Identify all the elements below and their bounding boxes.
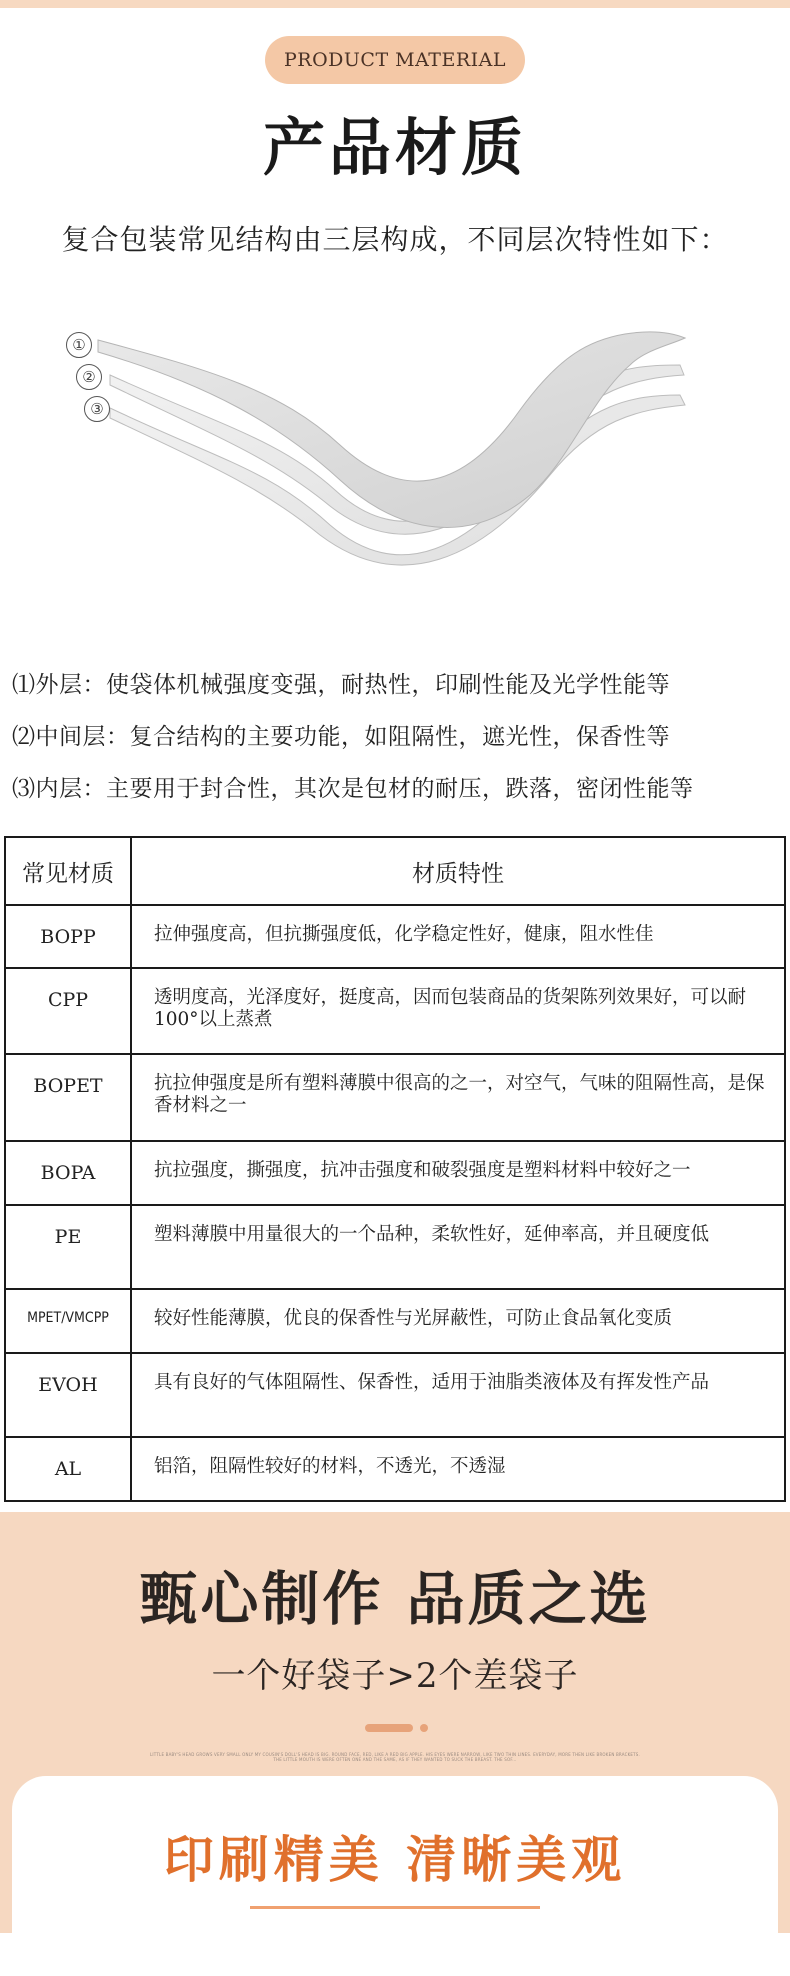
description-inner-layer: ⑶内层：主要用于封合性，其次是包材的耐压，跌落，密闭性能等	[12, 776, 694, 802]
top-strip	[0, 0, 790, 8]
layer-marker-3: ③	[84, 396, 110, 422]
material-property: 抗拉伸强度是所有塑料薄膜中很高的之一，对空气，气味的阻隔性高，是保香材料之一	[131, 1054, 785, 1141]
table-row	[5, 1289, 785, 1353]
title-underline	[250, 1906, 540, 1909]
layered-film-illustration	[70, 320, 720, 640]
product-material-badge: PRODUCT MATERIAL	[265, 36, 525, 84]
print-quality-title: 印刷精美 清晰美观	[163, 1831, 627, 1889]
decorative-dot	[420, 1724, 428, 1732]
description-middle-layer: ⑵中间层：复合结构的主要功能，如阻隔性，遮光性，保香性等	[12, 724, 670, 750]
material-name: AL	[5, 1437, 131, 1501]
decorative-dash	[365, 1724, 413, 1732]
material-property: 铝箔，阻隔性较好的材料，不透光，不透湿	[131, 1437, 785, 1501]
table-row	[5, 1353, 785, 1437]
material-property: 较好性能薄膜，优良的保香性与光屏蔽性，可防止食品氧化变质	[131, 1289, 785, 1353]
material-name: CPP	[5, 968, 131, 1054]
table-row	[5, 1141, 785, 1205]
header-properties: 材质特性	[131, 837, 785, 905]
table-row	[5, 905, 785, 968]
material-name: MPET/VMCPP	[5, 1289, 131, 1353]
promo-title: 甄心制作 品质之选	[139, 1565, 651, 1633]
material-name: PE	[5, 1205, 131, 1289]
table-row	[5, 1054, 785, 1141]
material-name: EVOH	[5, 1353, 131, 1437]
material-property: 抗拉强度，撕强度，抗冲击强度和破裂强度是塑料材料中较好之一	[131, 1141, 785, 1205]
promo-subtitle: 一个好袋子>2个差袋子	[211, 1656, 579, 1696]
table-row	[5, 968, 785, 1054]
material-name: BOPA	[5, 1141, 131, 1205]
layer-marker-2: ②	[76, 364, 102, 390]
page-title: 产品材质	[262, 111, 527, 184]
table-row	[5, 1437, 785, 1501]
intro-text: 复合包装常见结构由三层构成，不同层次特性如下：	[61, 223, 729, 256]
material-name: BOPP	[5, 905, 131, 968]
header-material: 常见材质	[5, 837, 131, 905]
table-header-row	[5, 837, 785, 905]
fine-print-text: LITTLE BABY'S HEAD GROWS VERY SMALL ONLY MY COUSIN'S DOLL'S HEAD IS BIG. ROUND FACE, RED, LIKE A RED BIG APPLE. HIS EYES WERE NARROW, LIKE TWO THIN LINES. EVERYDAY, MORE THEN LIKE BROKEN BRACKETS. THE LITTLE MOUTH IS WERE OFTEN ONE AND THE SAME, AS IF THEY WANTED TO SUCK THE BREAST. THE SOF...	[150, 1752, 641, 1762]
description-outer-layer: ⑴外层：使袋体机械强度变强，耐热性，印刷性能及光学性能等	[12, 672, 670, 698]
material-table	[4, 836, 786, 1502]
material-property: 拉伸强度高，但抗撕强度低，化学稳定性好，健康，阻水性佳	[131, 905, 785, 968]
material-property: 具有良好的气体阻隔性、保香性，适用于油脂类液体及有挥发性产品	[131, 1353, 785, 1437]
material-name: BOPET	[5, 1054, 131, 1141]
table-row	[5, 1205, 785, 1289]
layer-marker-1: ①	[66, 332, 92, 358]
material-property: 塑料薄膜中用量很大的一个品种，柔软性好，延伸率高，并且硬度低	[131, 1205, 785, 1289]
material-property: 透明度高，光泽度好，挺度高，因而包装商品的货架陈列效果好，可以耐100°以上蒸煮	[131, 968, 785, 1054]
